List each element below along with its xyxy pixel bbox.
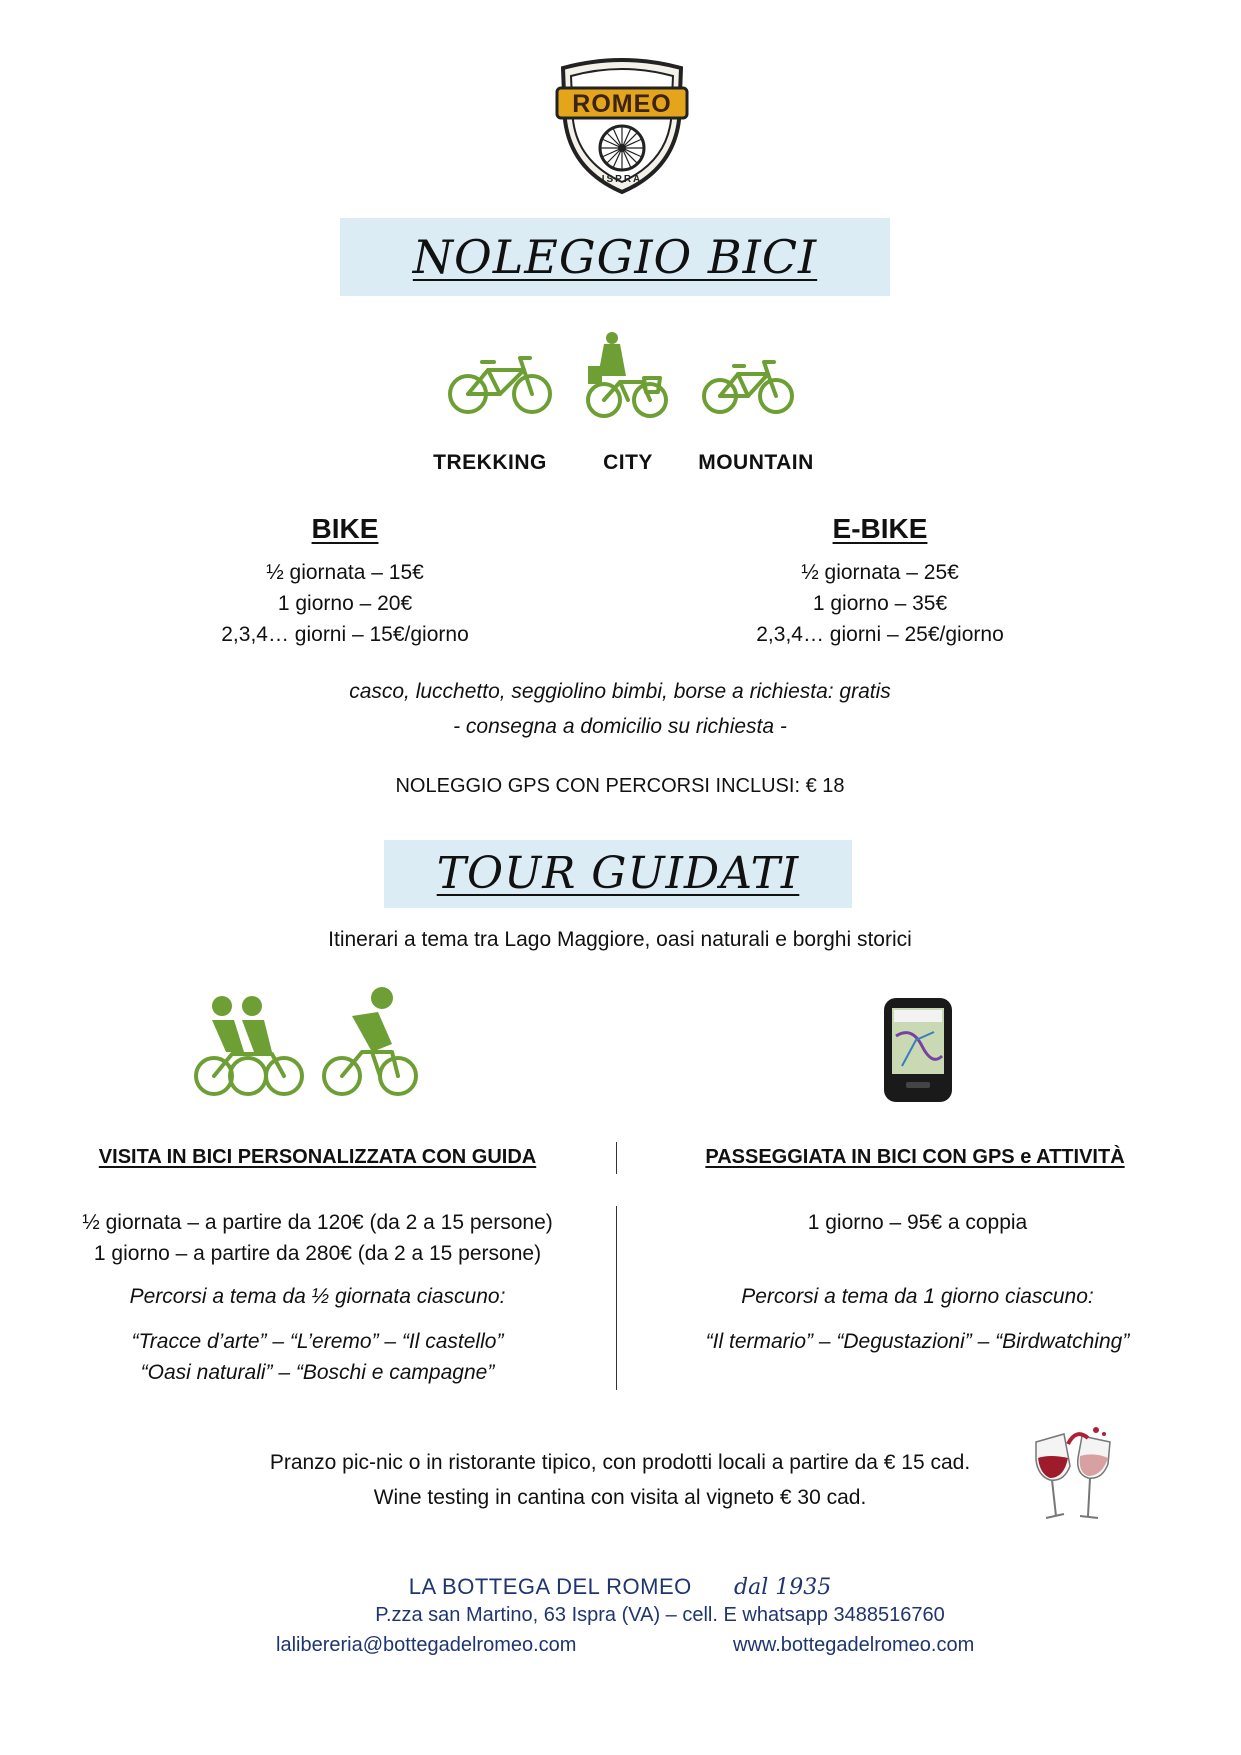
footer-website[interactable]: www.bottegadelromeo.com [733,1634,975,1656]
logo-name: ROMEO [572,90,672,118]
gps-rental: NOLEGGIO GPS CON PERCORSI INCLUSI: € 18 [395,775,845,797]
visita-price-day: 1 giorno – a partire da 280€ (da 2 a 15 persone) [93,1242,542,1265]
passeggiata-routes: “Il termario” – “Degustazioni” – “Birdwatching” [705,1330,1130,1353]
footer-email[interactable]: lalibereria@bottegadelromeo.com [276,1634,577,1656]
logo [555,58,689,196]
visita-price-half-day: ½ giornata – a partire da 120€ (da 2 a 15 persone) [82,1211,553,1234]
ebike-price-day: 1 giorno – 35€ [812,592,948,615]
ebike-heading: E-BIKE [832,513,928,544]
tour-title: TOUR GUIDATI [436,848,800,899]
bike-price-multi-day: 2,3,4… giorni – 15€/giorno [221,623,469,646]
noleggio-title: NOLEGGIO BICI [412,230,818,284]
bike-price-day: 1 giorno – 20€ [277,592,413,615]
visita-routes-1: “Tracce d’arte” – “L’eremo” – “Il castello” [131,1330,504,1353]
cyclist-icon [322,986,418,1098]
column-divider-top [616,1142,617,1174]
bike-heading: BIKE [311,513,379,544]
passeggiata-price-day: 1 giorno – 95€ a coppia [807,1211,1028,1234]
type-label-trekking: TREKKING [433,451,547,474]
bike-price-half-day: ½ giornata – 15€ [266,561,424,584]
footer-address: P.zza san Martino, 63 Ispra (VA) – cell. E whatsapp 3488516760 [375,1604,945,1626]
extras-delivery: - consegna a domicilio su richiesta - [453,715,787,738]
gps-device-icon [882,996,954,1104]
mountain-bike-icon [700,358,796,416]
tandem-cyclists-icon [192,994,306,1098]
wine-glasses-icon [1030,1424,1118,1524]
ebike-price-multi-day: 2,3,4… giorni – 25€/giorno [756,623,1004,646]
logo-place: ISPRA [601,174,643,185]
footer-shop-name: LA BOTTEGA DEL ROMEO [408,1574,692,1599]
type-label-mountain: MOUNTAIN [698,451,814,474]
type-label-city: CITY [603,451,653,474]
footer-shop-line [200,1574,1040,1600]
footer-since: dal 1935 [734,1575,832,1600]
food-lunch: Pranzo pic-nic o in ristorante tipico, con prodotti locali a partire da € 15 cad. [269,1451,971,1474]
ebike-price-half-day: ½ giornata – 25€ [801,561,959,584]
extras-accessories: casco, lucchetto, seggiolino bimbi, borse a richiesta: gratis [349,680,891,703]
passeggiata-heading: PASSEGGIATA IN BICI CON GPS e ATTIVITÀ [705,1146,1125,1168]
food-wine-tasting: Wine testing in cantina con visita al vigneto € 30 cad. [373,1486,867,1509]
visita-heading: VISITA IN BICI PERSONALIZZATA CON GUIDA [98,1146,537,1168]
visita-theme: Percorsi a tema da ½ giornata ciascuno: [129,1285,506,1308]
city-bike-icon [584,330,670,420]
tour-subtitle: Itinerari a tema tra Lago Maggiore, oasi naturali e borghi storici [328,928,912,951]
column-divider [616,1206,617,1390]
trekking-bike-icon [446,352,554,416]
passeggiata-theme: Percorsi a tema da 1 giorno ciascuno: [741,1285,1094,1308]
visita-routes-2: “Oasi naturali” – “Boschi e campagne” [140,1361,495,1384]
